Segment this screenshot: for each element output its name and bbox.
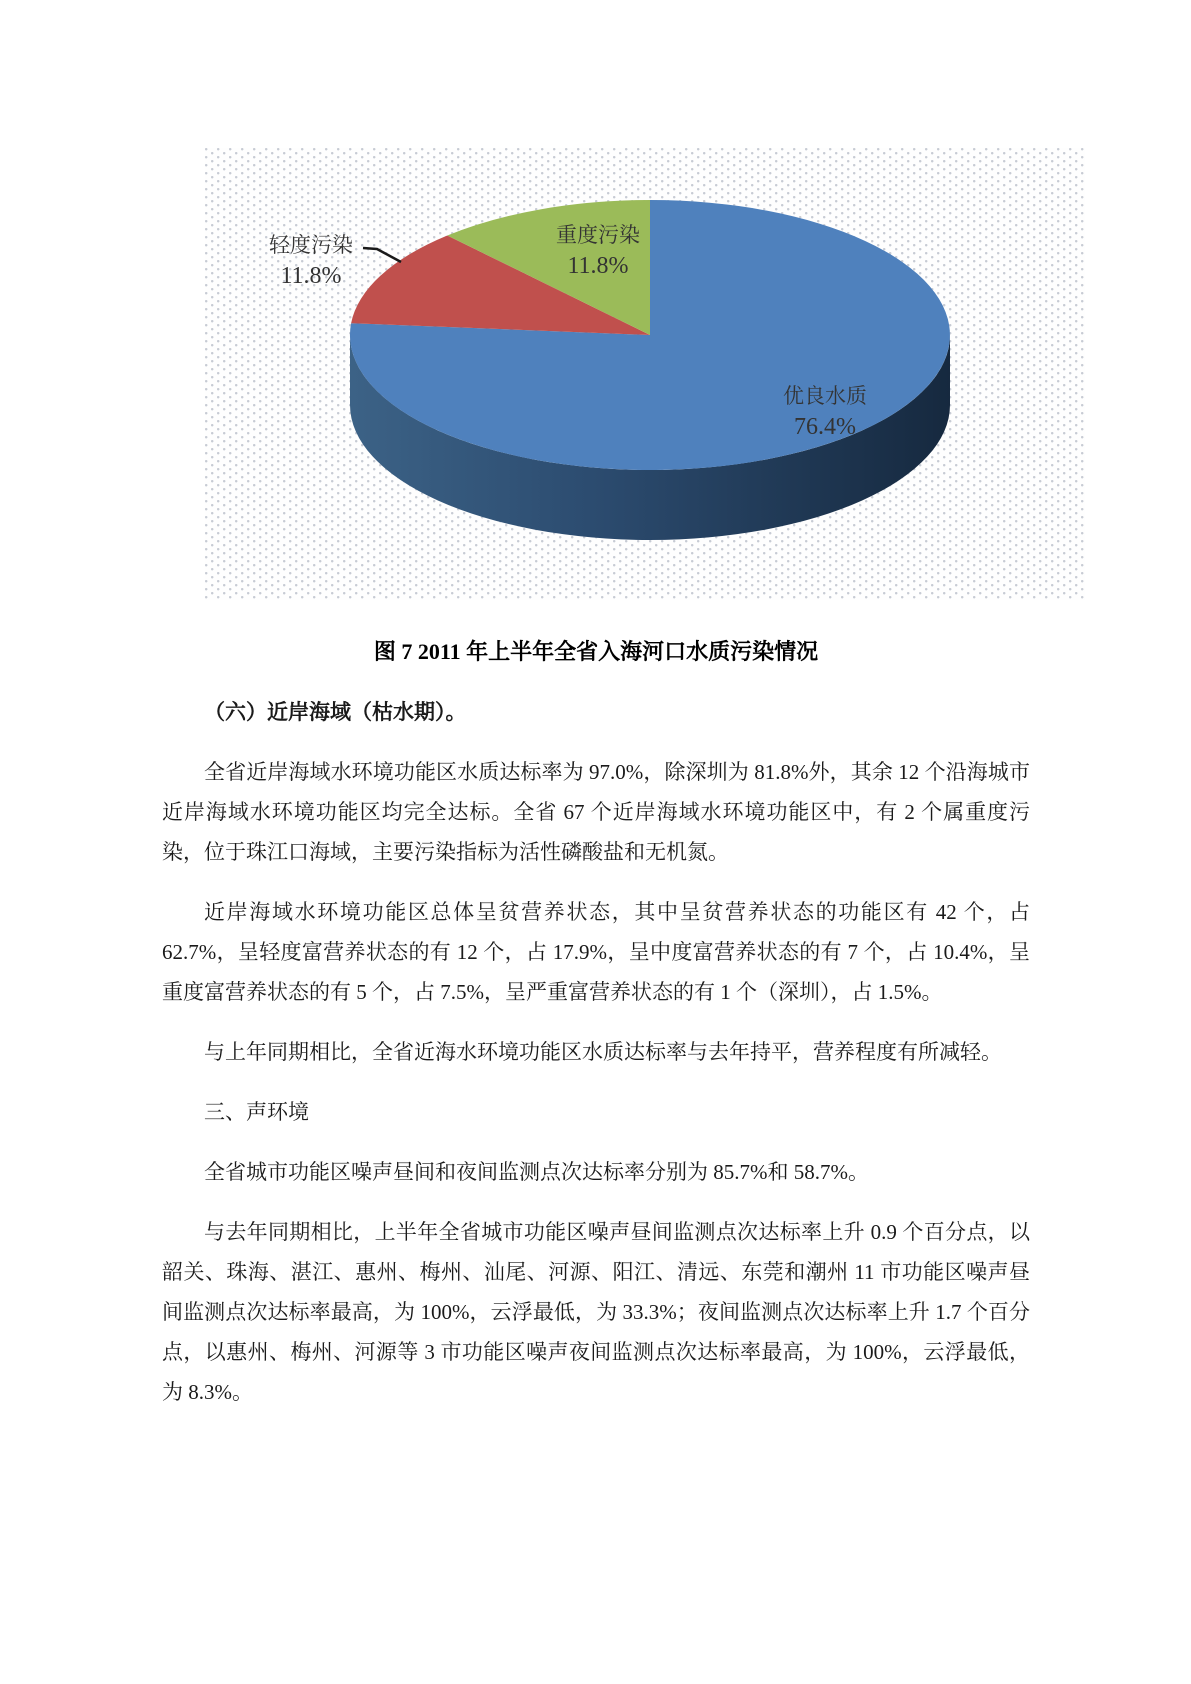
pie-chart-svg	[205, 148, 1085, 600]
document-body	[162, 692, 1030, 1432]
heading-noise-environment: 三、声环境	[204, 1100, 309, 1124]
pie-label-good-quality-pct: 76.4%	[794, 414, 856, 440]
heading-coastal-waters: （六）近岸海域（枯水期）。	[204, 700, 467, 724]
pie-label-light-pollution	[241, 230, 381, 292]
pie-label-good-quality-text: 优良水质	[783, 384, 867, 408]
pie-label-good-quality	[745, 381, 905, 443]
pie-chart-panel	[205, 148, 1085, 600]
pie-label-heavy-pollution	[528, 220, 668, 282]
paragraph-coastal-2: 近岸海域水环境功能区总体呈贫营养状态，其中呈贫营养状态的功能区有 42 个，占 62.7%，呈轻度富营养状态的有 12 个，占 17.9%，呈中度富营养状态的有 7 个，占 10.4%，呈重度富营养状态的有 5 个，占 7.5%，呈严重富营养状态的有 1 个（深圳），占 1.5%。	[162, 900, 1030, 1004]
figure-caption: 图 7 2011 年上半年全省入海河口水质污染情况	[373, 639, 819, 664]
paragraph-noise-1: 全省城市功能区噪声昼间和夜间监测点次达标率分别为 85.7%和 58.7%。	[204, 1160, 869, 1184]
pie-label-light-pollution-text: 轻度污染	[269, 233, 353, 257]
paragraph-coastal-1: 全省近岸海域水环境功能区水质达标率为 97.0%，除深圳为 81.8%外，其余 12 个沿海城市近岸海域水环境功能区均完全达标。全省 67 个近岸海域水环境功能区中，有 2 个属重度污染，位于珠江口海域，主要污染指标为活性磷酸盐和无机氮。	[162, 760, 1030, 864]
paragraph-coastal-3: 与上年同期相比，全省近海水环境功能区水质达标率与去年持平，营养程度有所减轻。	[204, 1040, 1002, 1064]
paragraph-noise-2: 与去年同期相比，上半年全省城市功能区噪声昼间监测点次达标率上升 0.9 个百分点，以韶关、珠海、湛江、惠州、梅州、汕尾、河源、阳江、清远、东莞和潮州 11 市功能区噪声昼间监测点次达标率最高，为 100%，云浮最低，为 33.3%；夜间监测点次达标率上升 1.7 个百分点，以惠州、梅州、河源等 3 市功能区噪声夜间监测点次达标率最高，为 100%，云浮最低，为 8.3%。	[162, 1220, 1030, 1404]
pie-label-heavy-pollution-text: 重度污染	[556, 223, 640, 247]
pie-label-light-pollution-pct: 11.8%	[280, 263, 342, 289]
pie-label-heavy-pollution-pct: 11.8%	[567, 253, 629, 279]
